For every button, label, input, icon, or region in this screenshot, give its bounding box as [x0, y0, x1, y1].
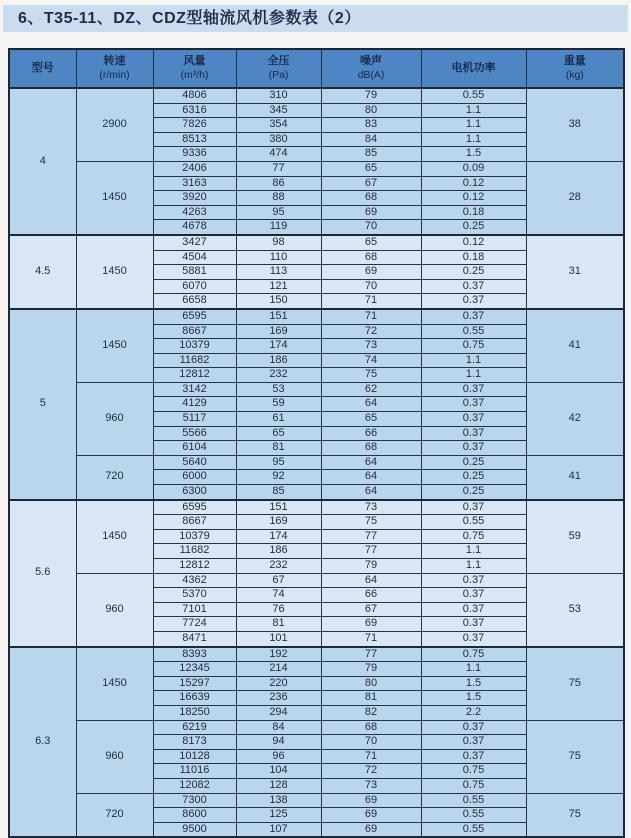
value-cell-pressure: 236 [236, 691, 321, 706]
value-cell-noise: 77 [321, 544, 421, 559]
value-cell-noise: 73 [321, 500, 421, 515]
value-cell-pressure: 174 [236, 339, 321, 354]
value-cell-flow: 6595 [153, 500, 236, 515]
value-cell-flow: 16639 [153, 691, 236, 706]
value-cell-power: 0.37 [421, 294, 526, 309]
value-cell-flow: 3427 [153, 235, 236, 250]
value-cell-power: 0.75 [421, 778, 526, 793]
table-row [9, 382, 624, 397]
value-cell-pressure: 88 [236, 191, 321, 206]
value-cell-pressure: 95 [236, 455, 321, 470]
value-cell-power: 0.18 [421, 205, 526, 220]
value-cell-noise: 85 [321, 147, 421, 162]
value-cell-noise: 69 [321, 822, 421, 837]
value-cell-noise: 75 [321, 515, 421, 530]
weight-cell: 75 [526, 793, 624, 837]
value-cell-noise: 75 [321, 368, 421, 383]
value-cell-pressure: 53 [236, 382, 321, 397]
value-cell-noise: 64 [321, 397, 421, 412]
speed-cell: 2900 [76, 88, 153, 161]
weight-cell: 75 [526, 720, 624, 793]
value-cell-noise: 64 [321, 470, 421, 485]
value-cell-noise: 64 [321, 455, 421, 470]
value-cell-flow: 5370 [153, 588, 236, 603]
speed-cell: 720 [76, 455, 153, 499]
value-cell-power: 0.25 [421, 455, 526, 470]
value-cell-noise: 80 [321, 676, 421, 691]
speed-cell: 1450 [76, 309, 153, 382]
value-cell-pressure: 95 [236, 205, 321, 220]
value-cell-pressure: 96 [236, 749, 321, 764]
column-header-5: 电机功率 [421, 49, 526, 88]
column-header-1: 转速 (r/min) [76, 49, 153, 88]
value-cell-flow: 4504 [153, 250, 236, 265]
value-cell-flow: 15297 [153, 676, 236, 691]
speed-cell: 960 [76, 573, 153, 646]
value-cell-power: 2.2 [421, 705, 526, 720]
value-cell-noise: 74 [321, 353, 421, 368]
speed-cell: 960 [76, 720, 153, 793]
value-cell-flow: 11682 [153, 544, 236, 559]
value-cell-noise: 73 [321, 778, 421, 793]
value-cell-pressure: 81 [236, 617, 321, 632]
value-cell-flow: 8173 [153, 735, 236, 750]
column-header-3: 全压 (Pa) [236, 49, 321, 88]
value-cell-power: 0.55 [421, 324, 526, 339]
value-cell-flow: 4129 [153, 397, 236, 412]
value-cell-noise: 73 [321, 339, 421, 354]
value-cell-power: 0.18 [421, 250, 526, 265]
value-cell-noise: 71 [321, 631, 421, 646]
value-cell-noise: 69 [321, 265, 421, 280]
value-cell-flow: 12812 [153, 559, 236, 574]
value-cell-pressure: 232 [236, 368, 321, 383]
speed-cell: 1450 [76, 235, 153, 309]
model-cell: 4 [9, 88, 76, 235]
value-cell-noise: 71 [321, 749, 421, 764]
value-cell-noise: 68 [321, 191, 421, 206]
speed-cell: 720 [76, 793, 153, 837]
value-cell-flow: 3163 [153, 176, 236, 191]
value-cell-power: 1.1 [421, 118, 526, 133]
value-cell-noise: 84 [321, 132, 421, 147]
value-cell-noise: 69 [321, 808, 421, 823]
value-cell-noise: 65 [321, 161, 421, 176]
model-cell: 6.3 [9, 647, 76, 838]
value-cell-pressure: 84 [236, 720, 321, 735]
model-cell: 4.5 [9, 235, 76, 309]
page-title: 6、T35-11、DZ、CDZ型轴流风机参数表（2） [3, 5, 628, 32]
value-cell-power: 1.1 [421, 544, 526, 559]
value-cell-pressure: 61 [236, 412, 321, 427]
value-cell-pressure: 74 [236, 588, 321, 603]
value-cell-power: 0.75 [421, 339, 526, 354]
value-cell-flow: 7101 [153, 602, 236, 617]
table-row [9, 720, 624, 735]
value-cell-flow: 3920 [153, 191, 236, 206]
value-cell-power: 0.37 [421, 397, 526, 412]
value-cell-noise: 71 [321, 294, 421, 309]
table-row [9, 793, 624, 808]
table-row [9, 88, 624, 103]
value-cell-flow: 9336 [153, 147, 236, 162]
value-cell-pressure: 474 [236, 147, 321, 162]
value-cell-power: 1.1 [421, 132, 526, 147]
fan-parameters-table [8, 48, 625, 838]
value-cell-power: 0.37 [421, 588, 526, 603]
value-cell-pressure: 125 [236, 808, 321, 823]
column-header-4: 噪声 dB(A) [321, 49, 421, 88]
value-cell-pressure: 186 [236, 353, 321, 368]
value-cell-noise: 81 [321, 691, 421, 706]
value-cell-power: 0.37 [421, 279, 526, 294]
value-cell-pressure: 86 [236, 176, 321, 191]
value-cell-pressure: 94 [236, 735, 321, 750]
value-cell-noise: 64 [321, 573, 421, 588]
table-row [9, 161, 624, 176]
value-cell-power: 0.37 [421, 573, 526, 588]
value-cell-noise: 67 [321, 176, 421, 191]
value-cell-flow: 18250 [153, 705, 236, 720]
value-cell-pressure: 77 [236, 161, 321, 176]
value-cell-power: 0.37 [421, 426, 526, 441]
value-cell-noise: 66 [321, 426, 421, 441]
value-cell-power: 1.1 [421, 559, 526, 574]
value-cell-flow: 9500 [153, 822, 236, 837]
value-cell-pressure: 174 [236, 529, 321, 544]
value-cell-pressure: 151 [236, 500, 321, 515]
value-cell-power: 0.37 [421, 309, 526, 324]
value-cell-flow: 5881 [153, 265, 236, 280]
value-cell-pressure: 214 [236, 662, 321, 677]
value-cell-noise: 67 [321, 602, 421, 617]
value-cell-noise: 70 [321, 220, 421, 235]
value-cell-pressure: 354 [236, 118, 321, 133]
weight-cell: 31 [526, 235, 624, 309]
value-cell-power: 0.09 [421, 161, 526, 176]
value-cell-noise: 68 [321, 250, 421, 265]
value-cell-power: 0.37 [421, 500, 526, 515]
value-cell-power: 1.1 [421, 662, 526, 677]
speed-cell: 1450 [76, 161, 153, 234]
value-cell-pressure: 85 [236, 485, 321, 500]
value-cell-power: 0.37 [421, 749, 526, 764]
value-cell-pressure: 138 [236, 793, 321, 808]
value-cell-flow: 12345 [153, 662, 236, 677]
weight-cell: 41 [526, 455, 624, 499]
weight-cell: 28 [526, 161, 624, 234]
value-cell-pressure: 104 [236, 764, 321, 779]
value-cell-power: 1.5 [421, 147, 526, 162]
value-cell-power: 0.12 [421, 176, 526, 191]
value-cell-pressure: 186 [236, 544, 321, 559]
value-cell-noise: 80 [321, 103, 421, 118]
value-cell-pressure: 169 [236, 324, 321, 339]
value-cell-power: 0.55 [421, 515, 526, 530]
value-cell-noise: 77 [321, 529, 421, 544]
value-cell-flow: 6300 [153, 485, 236, 500]
value-cell-pressure: 220 [236, 676, 321, 691]
value-cell-flow: 7300 [153, 793, 236, 808]
value-cell-flow: 8513 [153, 132, 236, 147]
value-cell-flow: 12082 [153, 778, 236, 793]
value-cell-noise: 82 [321, 705, 421, 720]
value-cell-pressure: 76 [236, 602, 321, 617]
value-cell-noise: 68 [321, 720, 421, 735]
value-cell-pressure: 92 [236, 470, 321, 485]
value-cell-power: 0.37 [421, 382, 526, 397]
value-cell-power: 0.25 [421, 265, 526, 280]
model-cell: 5.6 [9, 500, 76, 647]
weight-cell: 41 [526, 309, 624, 382]
value-cell-noise: 68 [321, 441, 421, 456]
value-cell-noise: 69 [321, 793, 421, 808]
value-cell-pressure: 65 [236, 426, 321, 441]
header-row [9, 49, 624, 88]
weight-cell: 59 [526, 500, 624, 573]
value-cell-power: 1.1 [421, 103, 526, 118]
value-cell-power: 0.55 [421, 808, 526, 823]
weight-cell: 42 [526, 382, 624, 455]
value-cell-pressure: 150 [236, 294, 321, 309]
value-cell-power: 1.1 [421, 353, 526, 368]
table-row [9, 455, 624, 470]
column-header-0: 型号 [9, 49, 76, 88]
table-body [9, 88, 624, 837]
value-cell-flow: 10128 [153, 749, 236, 764]
value-cell-flow: 8667 [153, 324, 236, 339]
value-cell-pressure: 107 [236, 822, 321, 837]
value-cell-pressure: 119 [236, 220, 321, 235]
value-cell-pressure: 67 [236, 573, 321, 588]
value-cell-power: 1.5 [421, 676, 526, 691]
value-cell-power: 0.75 [421, 764, 526, 779]
value-cell-power: 0.55 [421, 88, 526, 103]
value-cell-power: 0.25 [421, 220, 526, 235]
value-cell-pressure: 81 [236, 441, 321, 456]
value-cell-flow: 6658 [153, 294, 236, 309]
value-cell-pressure: 113 [236, 265, 321, 280]
value-cell-noise: 70 [321, 279, 421, 294]
value-cell-power: 0.12 [421, 191, 526, 206]
value-cell-power: 0.12 [421, 235, 526, 250]
value-cell-power: 1.1 [421, 368, 526, 383]
value-cell-noise: 79 [321, 559, 421, 574]
value-cell-power: 0.25 [421, 485, 526, 500]
value-cell-noise: 69 [321, 617, 421, 632]
weight-cell: 75 [526, 647, 624, 720]
value-cell-pressure: 169 [236, 515, 321, 530]
value-cell-power: 0.75 [421, 647, 526, 662]
value-cell-flow: 3142 [153, 382, 236, 397]
value-cell-noise: 77 [321, 647, 421, 662]
value-cell-noise: 71 [321, 309, 421, 324]
value-cell-flow: 7724 [153, 617, 236, 632]
value-cell-pressure: 192 [236, 647, 321, 662]
value-cell-noise: 72 [321, 764, 421, 779]
value-cell-flow: 5566 [153, 426, 236, 441]
value-cell-pressure: 59 [236, 397, 321, 412]
value-cell-power: 0.37 [421, 617, 526, 632]
value-cell-flow: 6316 [153, 103, 236, 118]
value-cell-flow: 7826 [153, 118, 236, 133]
value-cell-flow: 5117 [153, 412, 236, 427]
value-cell-flow: 4806 [153, 88, 236, 103]
value-cell-power: 0.37 [421, 720, 526, 735]
value-cell-pressure: 101 [236, 631, 321, 646]
value-cell-flow: 10379 [153, 339, 236, 354]
value-cell-flow: 2406 [153, 161, 236, 176]
value-cell-flow: 11682 [153, 353, 236, 368]
value-cell-noise: 79 [321, 88, 421, 103]
value-cell-power: 0.37 [421, 412, 526, 427]
weight-cell: 38 [526, 88, 624, 161]
value-cell-noise: 65 [321, 412, 421, 427]
value-cell-flow: 6595 [153, 309, 236, 324]
value-cell-noise: 62 [321, 382, 421, 397]
value-cell-flow: 6070 [153, 279, 236, 294]
weight-cell: 53 [526, 573, 624, 646]
value-cell-pressure: 294 [236, 705, 321, 720]
value-cell-pressure: 345 [236, 103, 321, 118]
value-cell-noise: 79 [321, 662, 421, 677]
value-cell-power: 1.5 [421, 691, 526, 706]
value-cell-flow: 8393 [153, 647, 236, 662]
value-cell-power: 0.55 [421, 822, 526, 837]
value-cell-noise: 65 [321, 235, 421, 250]
value-cell-flow: 5640 [153, 455, 236, 470]
table-row [9, 235, 624, 250]
table-header [9, 49, 624, 88]
value-cell-pressure: 151 [236, 309, 321, 324]
table-row [9, 309, 624, 324]
table-row [9, 573, 624, 588]
table-row [9, 647, 624, 662]
speed-cell: 960 [76, 382, 153, 455]
value-cell-power: 0.37 [421, 602, 526, 617]
value-cell-flow: 8471 [153, 631, 236, 646]
value-cell-pressure: 380 [236, 132, 321, 147]
value-cell-flow: 4263 [153, 205, 236, 220]
value-cell-flow: 8667 [153, 515, 236, 530]
value-cell-noise: 66 [321, 588, 421, 603]
column-header-6: 重量 (kg) [526, 49, 624, 88]
value-cell-pressure: 310 [236, 88, 321, 103]
value-cell-pressure: 121 [236, 279, 321, 294]
value-cell-flow: 4678 [153, 220, 236, 235]
value-cell-flow: 6000 [153, 470, 236, 485]
value-cell-power: 0.37 [421, 441, 526, 456]
value-cell-flow: 12812 [153, 368, 236, 383]
value-cell-flow: 11016 [153, 764, 236, 779]
value-cell-pressure: 232 [236, 559, 321, 574]
value-cell-pressure: 110 [236, 250, 321, 265]
value-cell-power: 0.75 [421, 529, 526, 544]
value-cell-noise: 83 [321, 118, 421, 133]
value-cell-noise: 69 [321, 205, 421, 220]
value-cell-power: 0.37 [421, 631, 526, 646]
model-cell: 5 [9, 309, 76, 500]
speed-cell: 1450 [76, 500, 153, 573]
value-cell-flow: 6219 [153, 720, 236, 735]
value-cell-pressure: 128 [236, 778, 321, 793]
value-cell-flow: 8600 [153, 808, 236, 823]
speed-cell: 1450 [76, 647, 153, 720]
value-cell-flow: 10379 [153, 529, 236, 544]
column-header-2: 风量 (m³/h) [153, 49, 236, 88]
table-row [9, 500, 624, 515]
value-cell-power: 0.25 [421, 470, 526, 485]
value-cell-power: 0.55 [421, 793, 526, 808]
value-cell-noise: 64 [321, 485, 421, 500]
value-cell-flow: 4362 [153, 573, 236, 588]
value-cell-noise: 70 [321, 735, 421, 750]
value-cell-flow: 6104 [153, 441, 236, 456]
value-cell-power: 0.37 [421, 735, 526, 750]
value-cell-pressure: 98 [236, 235, 321, 250]
value-cell-noise: 72 [321, 324, 421, 339]
